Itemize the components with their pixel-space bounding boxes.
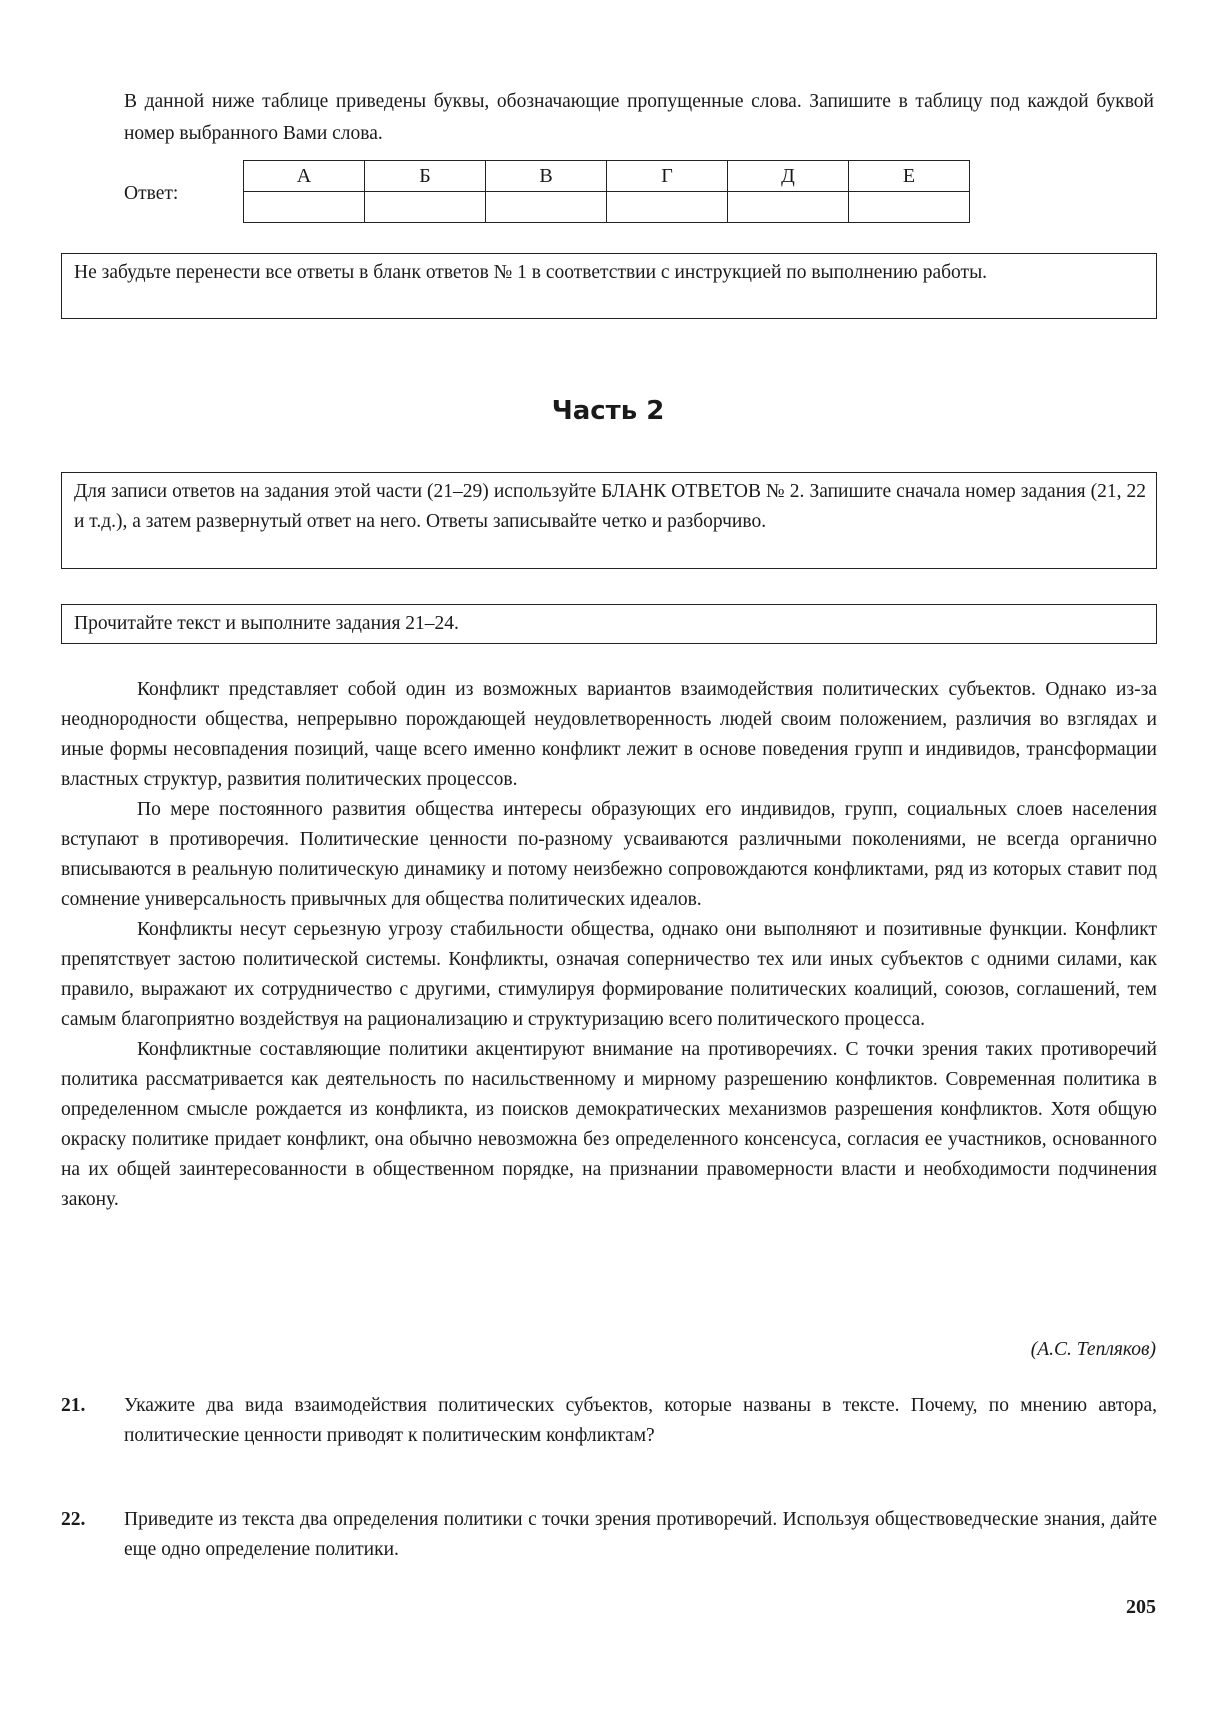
text-paragraph: По мере постоянного развития общества интересы образующих его индивидов, групп, социальных слоев населения вступают в противоречия. Политические ценности по-разному усваиваются различными поколениями, не всегда органично вписываются в реальную политическую динамику и потому неизбежно сопровождаются конфликтами, ряд из которых ставит под сомнение универсальность привычных для общества политических идеалов.	[61, 799, 1157, 910]
answer-input-cell[interactable]	[728, 192, 849, 223]
task-question: Приведите из текста два определения политики с точки зрения противоречий. Используя обществоведческие знания, дайте еще одно определение политики.	[124, 1509, 1157, 1560]
part-title: Часть 2	[551, 396, 665, 426]
answer-letters-row	[244, 161, 970, 192]
task-22	[61, 1505, 1157, 1565]
text-paragraph: Конфликт представляет собой один из возможных вариантов взаимодействия политических субъектов. Однако из-за неоднородности общества, непрерывно порождающей неудовлетворенность людей своим положением, различия во взглядах и иные формы несовпадения позиций, чаще всего именно конфликт лежит в основе поведения групп и индивидов, трансформации властных структур, развития политических процессов.	[61, 679, 1157, 790]
answer-input-cell[interactable]	[365, 192, 486, 223]
answer-input-cell[interactable]	[244, 192, 365, 223]
notice-box	[61, 253, 1157, 319]
answer-letter-cell: Е	[849, 161, 970, 192]
answer-input-cell[interactable]	[486, 192, 607, 223]
intro-text: В данной ниже таблице приведены буквы, обозначающие пропущенные слова. Запишите в таблицу под каждой буквой номер выбранного Вами слова.	[124, 91, 1154, 144]
answer-label: Ответ:	[124, 183, 179, 204]
notice-text: Не забудьте перенести все ответы в бланк ответов № 1 в соответствии с инструкцией по выполнению работы.	[74, 262, 988, 283]
part-instruction-text: Для записи ответов на задания этой части (21–29) используйте БЛАНК ОТВЕТОВ № 2. Запишите сначала номер задания (21, 22 и т.д.), а затем развернутый ответ на него. Ответы записывайте четко и разборчиво.	[74, 481, 1146, 532]
answer-letter-cell: Г	[607, 161, 728, 192]
answer-input-cell[interactable]	[607, 192, 728, 223]
answer-input-cell[interactable]	[849, 192, 970, 223]
task-number: 22.	[61, 1509, 86, 1530]
text-author: (А.С. Тепляков)	[1030, 1339, 1156, 1360]
task-question: Укажите два вида взаимодействия политических субъектов, которые названы в тексте. Почему, по мнению автора, политические ценности приводят к политическим конфликтам?	[124, 1395, 1157, 1446]
part-instruction-box	[61, 472, 1157, 569]
answer-letter-cell: А	[244, 161, 365, 192]
text-paragraph: Конфликтные составляющие политики акцентируют внимание на противоречиях. С точки зрения таких противоречий политика рассматривается как деятельность по насильственному и мирному разрешению конфликтов. Современная политика в определенном смысле рождается из конфликта, из поисков демократических механизмов разрешения конфликтов. Хотя общую окраску политике придает конфликт, она обычно невозможна без определенного консенсуса, согласия ее участников, основанного на их общей заинтересованности в общественном порядке, на признании правомерности власти и необходимости подчинения закону.	[61, 1039, 1157, 1210]
read-instruction-box	[61, 604, 1157, 644]
task-21	[61, 1391, 1157, 1451]
source-text	[61, 675, 1157, 1215]
read-instruction-text: Прочитайте текст и выполните задания 21–24.	[74, 613, 459, 634]
answer-input-row	[244, 192, 970, 223]
answer-table	[243, 160, 970, 223]
page-number: 205	[1126, 1596, 1156, 1618]
answer-letter-cell: Д	[728, 161, 849, 192]
answer-letter-cell: Б	[365, 161, 486, 192]
answer-letter-cell: В	[486, 161, 607, 192]
task-number: 21.	[61, 1395, 86, 1416]
text-paragraph: Конфликты несут серьезную угрозу стабильности общества, однако они выполняют и позитивные функции. Конфликт препятствует застою политической системы. Конфликты, означая соперничество тех или иных субъектов с одними силами, как правило, выражают их сотрудничество с другими, стимулируя формирование политических коалиций, союзов, соглашений, тем самым благоприятно воздействуя на рационализацию и структуризацию всего политического процесса.	[61, 919, 1157, 1030]
